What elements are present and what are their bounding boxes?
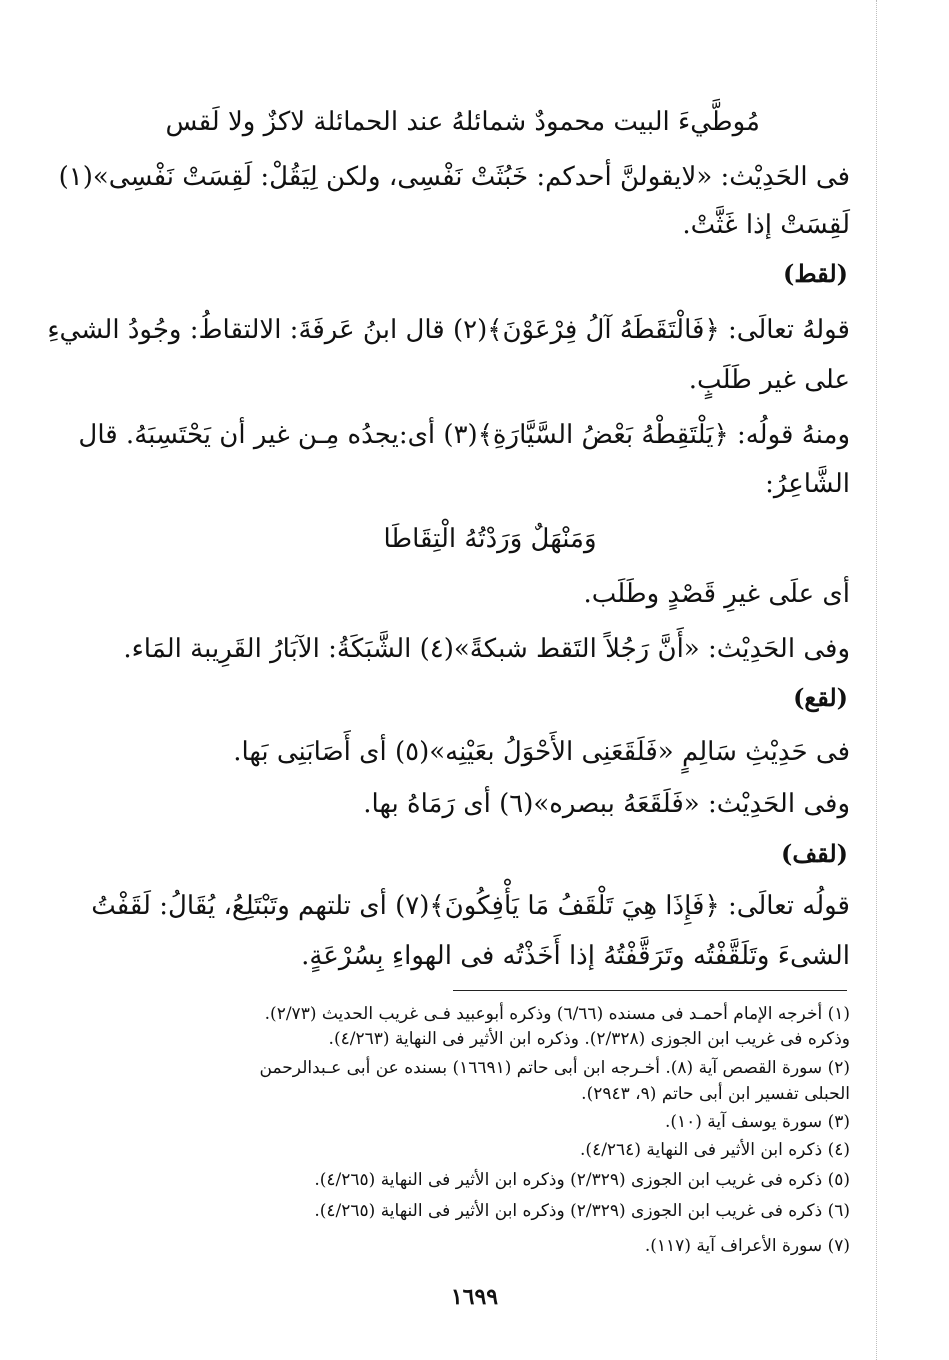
entry-heading-laqaf: (لقف) <box>780 839 848 868</box>
footnote-4: (٤) ذكره ابن الأثير فى النهاية (٤/٢٦٤). <box>580 1140 850 1160</box>
footnote-2: (٢) سورة القصص آية (٨). أخـرجه ابن أبى حاتم (١٦٦٩١) بسنده عن أبى عـبدالرحمن <box>259 1058 850 1078</box>
text-line: قولُه تعالَى: ﴿فَإِذَا هِيَ تَلْقَفُ مَا يَأْفِكُونَ﴾(٧) أى تلتهم وتَبْتَلِعُ، يُقَالُ: لَقَفْتُ <box>91 891 850 921</box>
scan-edge-dotted-line <box>876 0 877 1360</box>
text-line: على غير طَلَبٍ. <box>688 365 850 395</box>
footnote-2-cont: الحبلى تفسير ابن أبى حاتم (٩، ٢٩٤٣). <box>581 1084 850 1104</box>
hadith-line: وفى الحَدِيْث: «فَلَقَعَهُ ببصره»(٦) أى رَمَاهُ بها. <box>363 789 850 819</box>
footnote-7: (٧) سورة الأعراف آية (١١٧). <box>644 1236 850 1256</box>
footnote-3: (٣) سورة يوسف آية (١٠). <box>664 1112 850 1132</box>
footnote-5: (٥) ذكره فى غريب ابن الجوزى (٢/٣٢٩) وذكره ابن الأثير فى النهاية (٤/٢٦٥). <box>314 1170 850 1190</box>
text-line: الشىءَ وتَلَقَّفْتُه وتَرَقَّفْتُهُ إذا أَخَذْتُه فى الهواءِ بِسُرْعَةٍ. <box>301 941 850 971</box>
footnote-6: (٦) ذكره فى غريب ابن الجوزى (٢/٣٢٩) وذكره ابن الأثير فى النهاية (٤/٢٦٥). <box>314 1201 850 1221</box>
entry-heading-laqat: (لقط) <box>783 259 848 288</box>
entry-heading-laqa: (لقع) <box>793 683 848 712</box>
text-line: قولهُ تعالَى: ﴿فَالْتَقَطَهُ آلُ فِرْعَوْنَ﴾(٢) قال ابنُ عَرفَةَ: الالتقاطُ: وجُودُ الشيءِ <box>47 315 850 345</box>
verse-line-top: مُوطَّيءَ البيت محمودٌ شمائلهُ عند الحمائلة لاكزٌ ولا لَقس <box>165 107 760 137</box>
hadith-line: وفى الحَدِيْث: «أَنَّ رَجُلاً التَقط شبكةً»(٤) الشَّبَكَةُ: الآبَارُ القَرِيبة المَاء. <box>123 634 850 664</box>
footnote-1-cont: وذكره فى غريب ابن الجوزى (٢/٣٢٨). وذكره ابن الأثير فى النهاية (٤/٢٦٣). <box>328 1029 850 1049</box>
page-number: ١٦٩٩ <box>450 1284 499 1310</box>
poetry-verse: وَمَنْهَلٌ وَرَدْتُهُ الْتِقَاطَا <box>383 524 597 554</box>
text-line: الشَّاعِرُ: <box>765 469 850 499</box>
hadith-line: فى حَدِيْثِ سَالِمٍ «فَلَقَعَنِى الأَحْوَلُ بعَيْنِه»(٥) أى أَصَابَنِى بَها. <box>233 737 850 767</box>
footnote-separator <box>453 990 847 991</box>
text-line: ومنهُ قولُه: ﴿يَلْتَقِطْهُ بَعْضُ السَّيَّارَةِ﴾(٣) أى:يجدُه مِـن غير أن يَحْتَسِبَهُ. قال <box>78 420 850 450</box>
footnote-1: (١) أخرجه الإمام أحمـد فى مسنده (٦/٦٦) وذكره أبوعبيد فـى غريب الحديث (٢/٧٣). <box>264 1004 850 1024</box>
text-line: أى علَى غيرِ قَصْدٍ وطَلَب. <box>583 579 850 609</box>
hadith-line: فى الحَدِيْث: «لايقولنَّ أحدكم: خَبُثَتْ نَفْسِى، ولكن لِيَقُلْ: لَقِسَتْ نَفْسِى»(١) <box>58 162 850 192</box>
definition-line: لَقِسَتْ إذا غَثَّتْ. <box>682 210 850 240</box>
